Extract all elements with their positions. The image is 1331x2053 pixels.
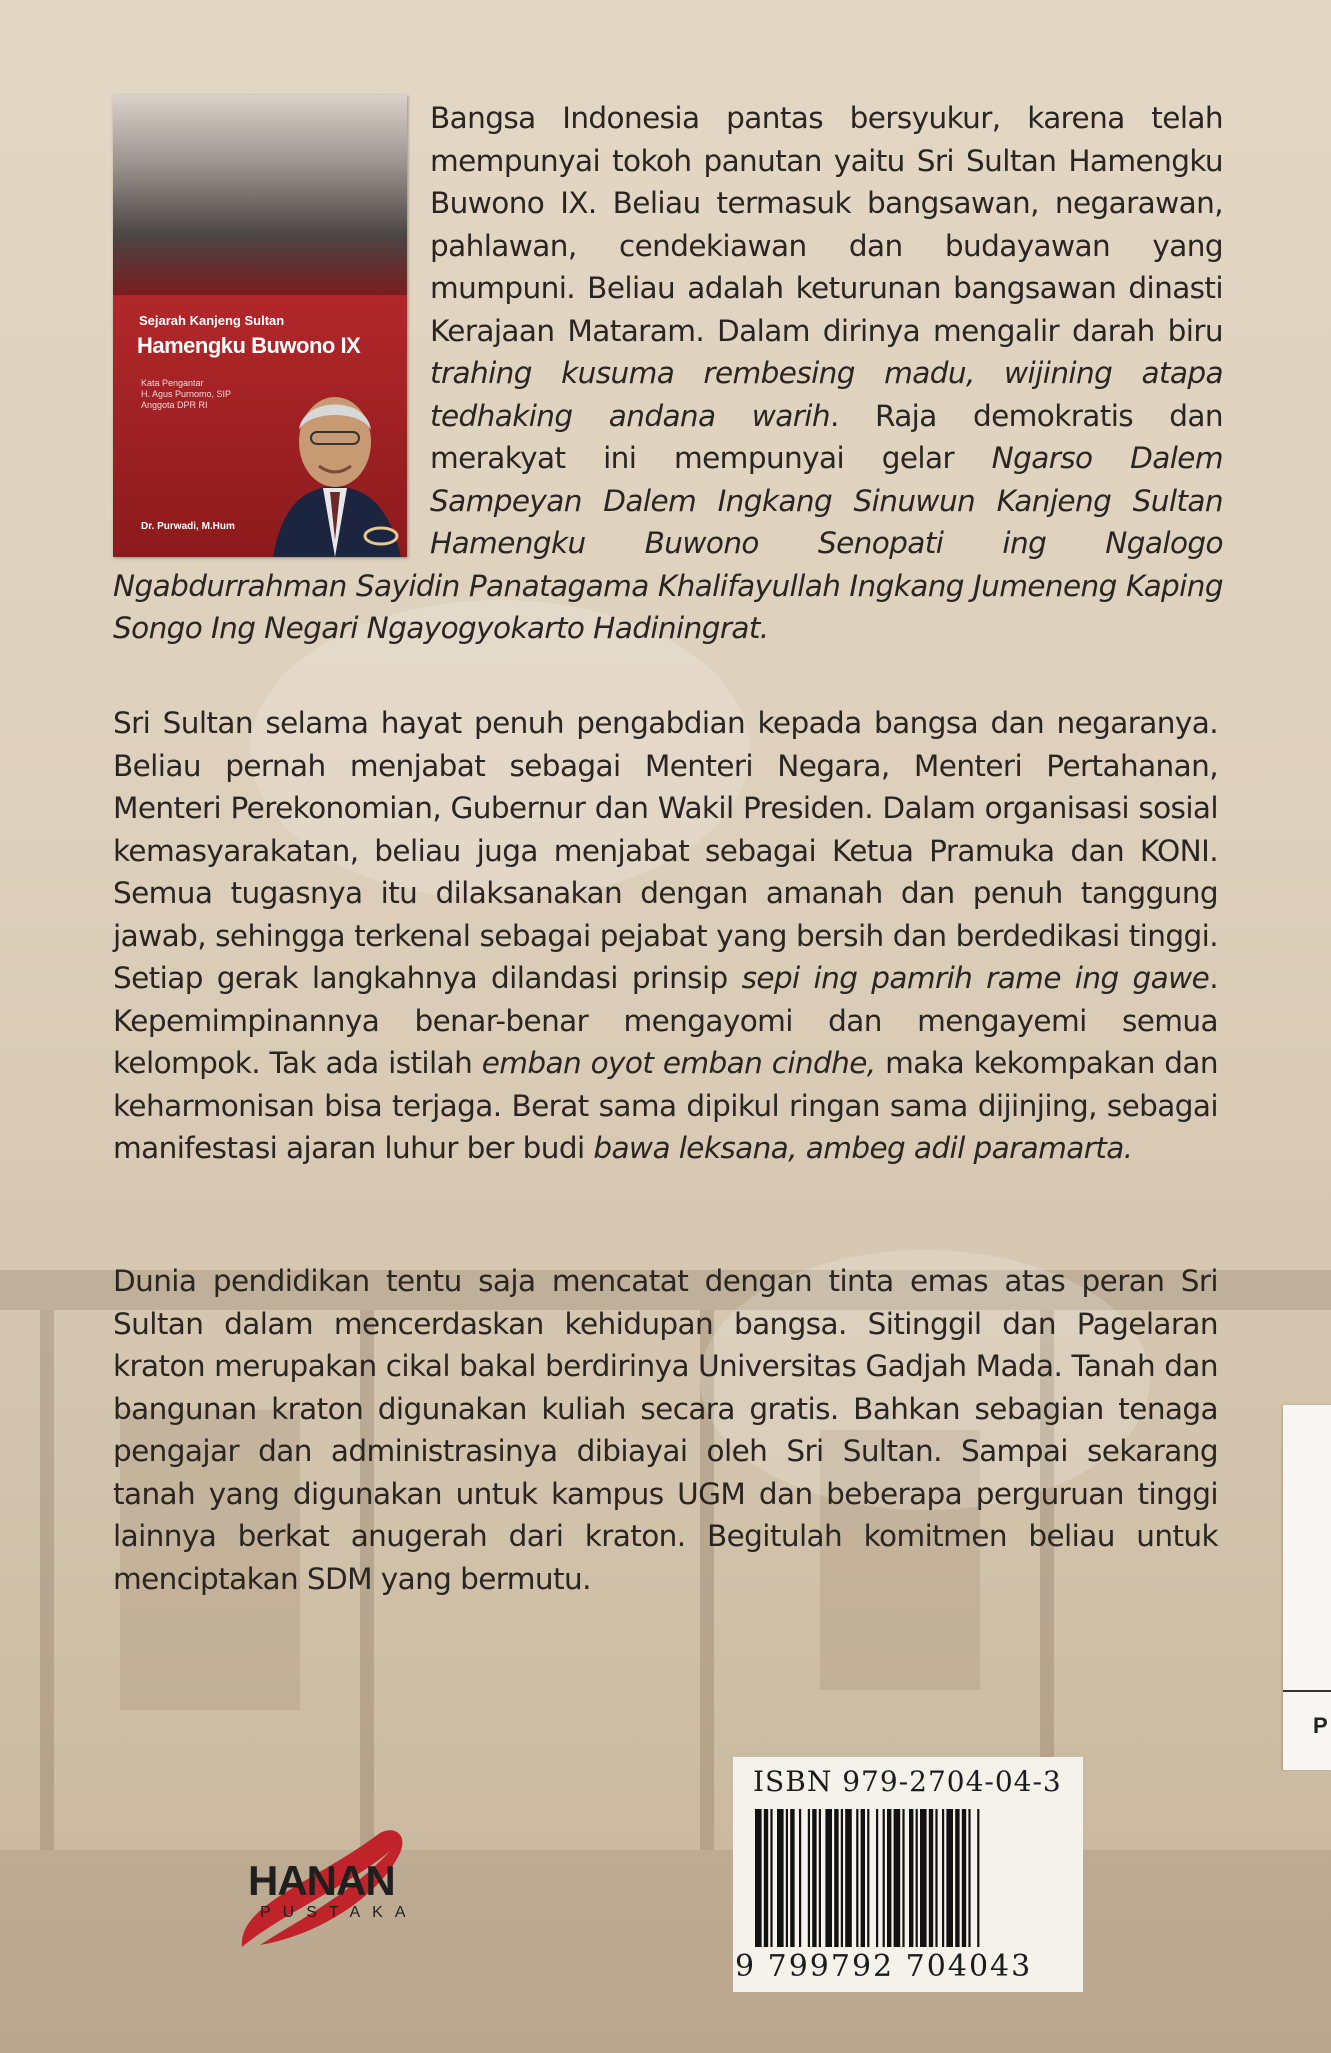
barcode-bar — [876, 1809, 878, 1947]
barcode-bar — [808, 1809, 810, 1947]
barcode-bar — [916, 1809, 918, 1947]
sticker-divider — [1283, 1690, 1331, 1692]
book-author: Dr. Purwadi, M.Hum — [141, 521, 235, 532]
publisher-name: HANAN — [248, 1857, 395, 1904]
barcode-bar — [887, 1809, 891, 1947]
paragraph-segment: bawa leksana, ambeg adil paramarta. — [593, 1131, 1133, 1165]
barcode-bar — [819, 1809, 821, 1947]
barcode-bar — [825, 1809, 832, 1947]
barcode-bar — [764, 1809, 768, 1947]
paragraph-intro — [113, 97, 1223, 650]
barcode-bar — [942, 1809, 944, 1947]
paragraph-segment: . Kepemimpinannya benar-benar mengayomi dan mengayemi semua kelompok. Tak ada istilah — [113, 961, 1218, 1080]
book-title: Hamengku Buwono IX — [137, 333, 361, 358]
paragraph-segment: trahing kusuma rembesing madu, wijining atapa tedhaking andana warih — [430, 356, 1223, 433]
barcode-bar — [786, 1809, 788, 1947]
book-intro-line: Anggota DPR RI — [141, 400, 208, 410]
barcode-bar — [861, 1809, 865, 1947]
barcode-bar — [777, 1809, 784, 1947]
barcode-bar — [955, 1809, 959, 1947]
paragraph-segment: Ngarso Dalem Sampeyan Dalem Ingkang Sinuwun Kanjeng Sultan Hamengku Buwono Senopati ing Ngalogo Ngabdurrahman Sayidin Panatagama Khalifayullah Ingkang Jumeneng Kaping Songo Ing Negari Ngayogyokarto Hadiningrat. — [113, 441, 1223, 645]
barcode-bar — [929, 1809, 933, 1947]
isbn-label: ISBN 979-2704-04-3 — [753, 1765, 1062, 1798]
barcode-bar — [790, 1809, 794, 1947]
paragraph-education — [113, 1260, 1218, 1600]
book-series: Sejarah Kanjeng Sultan — [139, 313, 285, 328]
paragraph-segment: maka kekompakan dan keharmonisan bisa terjaga. Berat sama dipikul ringan sama dijinjing, sebagai manifestasi ajaran luhur ber budi — [113, 1046, 1218, 1165]
paragraph-segment: Bangsa Indonesia pantas bersyukur, karena telah mempunyai tokoh panutan yaitu Sri Sultan Hamengku Buwono IX. Beliau termasuk bangsawan, negarawan, pahlawan, cendekiawan dan budayawan yang mumpuni. Beliau adalah keturunan bangsawan dinasti Kerajaan Mataram. Dalam dirinya mengalir darah biru — [430, 101, 1223, 348]
paragraph-segment: emban oyot emban cindhe, — [481, 1046, 876, 1080]
cover-spacer — [113, 97, 430, 557]
paragraph-service — [113, 702, 1218, 1170]
paragraph-segment: Dunia pendidikan tentu saja mencatat dengan tinta emas atas peran Sri Sultan dalam mencerdaskan kehidupan bangsa. Sitinggil dan Pagelaran kraton merupakan cikal bakal berdirinya Universitas Gadjah Mada. Tanah dan bangunan kraton digunakan kuliah secara gratis. Bahkan sebagian tenaga pengajar dan administrasinya dibiayai oleh Sri Sultan. Sampai sekarang tanah yang digunakan untuk kampus UGM dan beberapa perguruan tinggi lainnya berkat anugerah dari kraton. Begitulah komitmen beliau untuk menciptakan SDM yang bermutu. — [113, 1264, 1218, 1596]
publisher-logo — [230, 1825, 420, 1955]
barcode-bar — [755, 1809, 762, 1947]
barcode-bar — [799, 1809, 801, 1947]
barcode-image — [755, 1809, 1060, 1947]
barcode-bar — [834, 1809, 838, 1947]
book-intro-line: Kata Pengantar — [141, 378, 204, 388]
barcode-bar — [856, 1809, 858, 1947]
publisher-sub: PUSTAKA — [260, 1904, 418, 1921]
book-intro-line: H. Agus Purnomo, SIP — [141, 389, 232, 399]
barcode-bar — [946, 1809, 953, 1947]
barcode-bar — [770, 1809, 772, 1947]
barcode-bar — [812, 1809, 816, 1947]
barcode-bar — [841, 1809, 843, 1947]
barcode-bar — [883, 1809, 885, 1947]
isbn-barcode-box — [733, 1757, 1083, 1992]
barcode-bar — [902, 1809, 904, 1947]
paragraph-segment: sepi ing pamrih rame ing gawe — [741, 961, 1210, 995]
barcode-bar — [920, 1809, 927, 1947]
sticker-text: P — [1313, 1713, 1328, 1738]
barcode-bar — [977, 1809, 979, 1947]
paragraph-segment: Sri Sultan selama hayat penuh pengabdian kepada bangsa dan negaranya. Beliau pernah menjabat sebagai Menteri Negara, Menteri Pertahanan, Menteri Perekonomian, Gubernur dan Wakil Presiden. Dalam organisasi sosial kemasyarakatan, beliau juga menjabat sebagai Ketua Pramuka dan KONI. Semua tugasnya itu dilaksanakan dengan amanah dan penuh tanggung jawab, sehingga terkenal sebagai pejabat yang bersih dan berdedikasi tinggi. Setiap gerak langkahnya dilandasi prinsip — [113, 706, 1218, 995]
barcode-bar — [935, 1809, 937, 1947]
barcode-bar — [962, 1809, 966, 1947]
barcode-bar — [909, 1809, 913, 1947]
paragraph-segment: . Raja demokratis dan merakyat ini mempunyai gelar — [430, 398, 1223, 475]
barcode-bar — [867, 1809, 869, 1947]
barcode-digits: 9 799792 704043 — [735, 1949, 1033, 1984]
barcode-bar — [845, 1809, 852, 1947]
barcode-bar — [894, 1809, 901, 1947]
barcode-bar — [968, 1809, 970, 1947]
library-sticker — [1283, 1405, 1331, 1770]
